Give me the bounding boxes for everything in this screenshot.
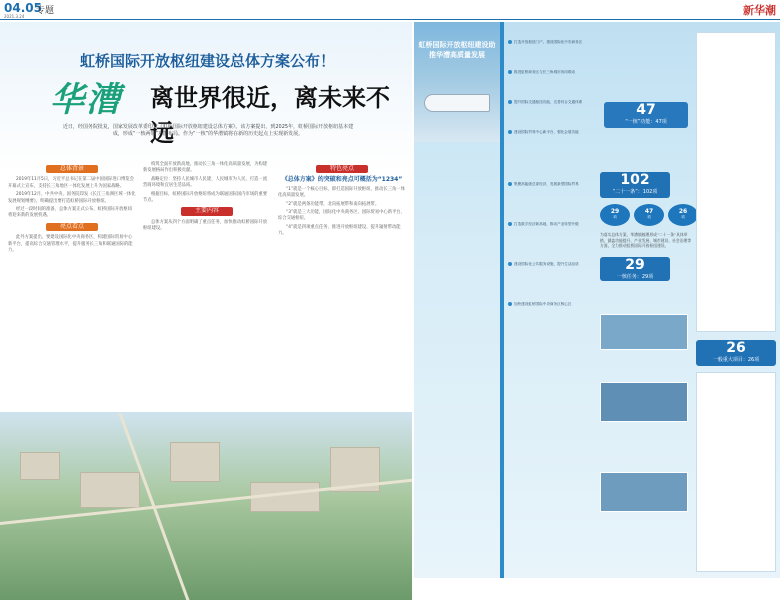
paragraph: “4”就是四项重点任务，推进开放枢纽建设，提升辐射带动能力。 [278,224,401,237]
article-main-title: 离世界很近，离未来不远 [150,84,390,147]
tag-features: 特色亮点 [316,165,368,173]
photo-thumb [600,382,688,422]
subheading: 《总体方案》的突破和亮点可概括为“1234” [281,176,403,184]
timeline-entry: 打造开放枢纽门户，建设国际化中央商务区 [508,40,592,45]
timeline-entry: 加快建设虹桥国际中央商务区核心区 [508,302,592,307]
brand-logo: 新华潮 [743,4,776,17]
train-illustration [424,94,490,112]
column-1 [8,162,136,256]
bullet-icon [508,262,512,266]
stat-bubble: 47 项 [634,204,664,226]
timeline-line [500,22,504,578]
paragraph: 战略定位：坚持人民城市人民建、人民城市为人民，打造一流营商环境和宜居生活品质。 [143,176,268,189]
bullet-icon [508,130,512,134]
tag-main-content: 主要内容 [181,207,233,215]
page-number: 04.05 [4,1,42,15]
building-block [170,442,220,482]
column-2 [143,162,271,235]
bullet-icon [508,302,512,306]
badge-102 [600,172,670,198]
badge-value: 47 [636,102,656,118]
paragraph: 构筑全面开放新高地，推动长三角一体化高质量发展，为构建新发展格局作出积极贡献。 [143,162,268,174]
badge-label: “一核”功能：47项 [625,119,667,125]
building-block [80,472,140,508]
aerial-photo [0,412,412,600]
right-page [414,22,780,578]
photo-thumb [600,472,688,512]
timeline-entry: 建设国际化公共服务设施，提升生活品质 [508,262,592,267]
page-header [0,0,780,20]
badge-label: 一核任务：29项 [616,274,654,280]
bullet-icon [508,100,512,104]
paragraph: 2019年12月，中共中央、国务院印发《长江三角洲区域一体化发展规划纲要》，明确提出要打造虹桥国际开放枢纽。 [8,192,136,204]
paragraph: “1”就是一个核心目标，即打造国际开放枢纽，推动长三角一体化高质量发展。 [278,186,405,199]
article-kicker-title: 虹桥国际开放枢纽建设总体方案公布！ [80,52,336,70]
badge-value: 102 [620,172,650,188]
badge-label: “二十一条”：102项 [612,189,658,195]
badge-value: 29 [625,257,645,273]
column-3 [278,162,406,240]
timeline-entry: 打造数字经济新高地，推动产业转型升级 [508,222,592,227]
photo-caption: 虹桥国际开放枢纽建设助推华漕高质量发展 [418,41,496,59]
tag-background: 总体背景 [46,165,98,173]
bullet-icon [508,222,512,226]
left-page [0,22,412,578]
train-photo [414,22,500,142]
section-name: 专题 [36,6,55,16]
bullet-icon [508,40,512,44]
sidebar-panel [696,372,776,572]
sidebar-panel [696,32,776,332]
paragraph: 总体方案从四个方面明确了重点任务，加快推动虹桥国际开放枢纽建设。 [143,219,268,232]
article-lead: 近日，经国务院批复，国家发展改革委印发《虹桥国际开放枢纽建设总体方案》。该方案提出，到2025年，虹桥国际开放枢纽基本建成，形成“一核两带”功能布局。作为“一核”的华漕镇将在新的历史起点上实现新发展。 [62,124,354,137]
huacao-script-logo: 华漕 [50,80,122,120]
badge-label: 一般重大项目：26项 [712,357,760,363]
stat-bubble: 29 项 [600,204,630,226]
stat-bubble: 26 项 [668,204,698,226]
badge-29 [600,257,670,281]
bullet-icon [508,182,512,186]
paragraph: “3”就是三大功能，国际化中央商务区、国际贸易中心新平台、综合交通枢纽。 [278,210,405,222]
building-block [20,452,60,480]
timeline-entry: 集聚高能级总部经济，发展新型国际贸易 [508,182,592,187]
paragraph: “2”就是两条功能带，北向拓展带和南向拓展带。 [286,201,380,207]
date-line: 2021.3.24 [4,14,25,19]
timeline-entry: 建设国际贸易中心新平台，强化会展功能 [508,130,592,135]
road [0,478,412,525]
tag-highlight: 亮点看点 [46,223,98,231]
bullet-icon [508,70,512,74]
badge-value: 26 [726,340,746,356]
timeline-entry: 提升国际交通枢纽功能，完善综合交通体系 [508,100,592,105]
badge-47 [604,102,688,128]
timeline-entry: 推进虹桥商务区与长三角城市协同联动 [508,70,592,75]
paragraph: 经过一段时间的准备，总体方案正式公布，虹桥国际开放枢纽将迎来新的发展机遇。 [8,207,133,219]
paragraph: 2019年11月5日，习近平总书记在第二届中国国际进口博览会开幕式上宣布，支持长三角地区一体化发展上升为国家战略。 [8,177,134,189]
paragraph: 此外方案提出，要建设国际化中央商务区，构建国际贸易中心新平台，提高综合交通管理水平，提升服务长三角和联通国际的能力。 [8,235,133,254]
photo-thumb [600,314,688,350]
badge-26 [696,340,776,366]
body-text: 为落实总体方案，华漕镇梳理形成“二十一条”具体举措，涵盖功能提升、产业发展、城市建设、社会治理等方面，全力推动虹桥国际开放枢纽建设。 [600,232,692,249]
paragraph: 根据目标，虹桥国际开放枢纽将成为联通国际国内市场的重要节点。 [143,191,268,204]
